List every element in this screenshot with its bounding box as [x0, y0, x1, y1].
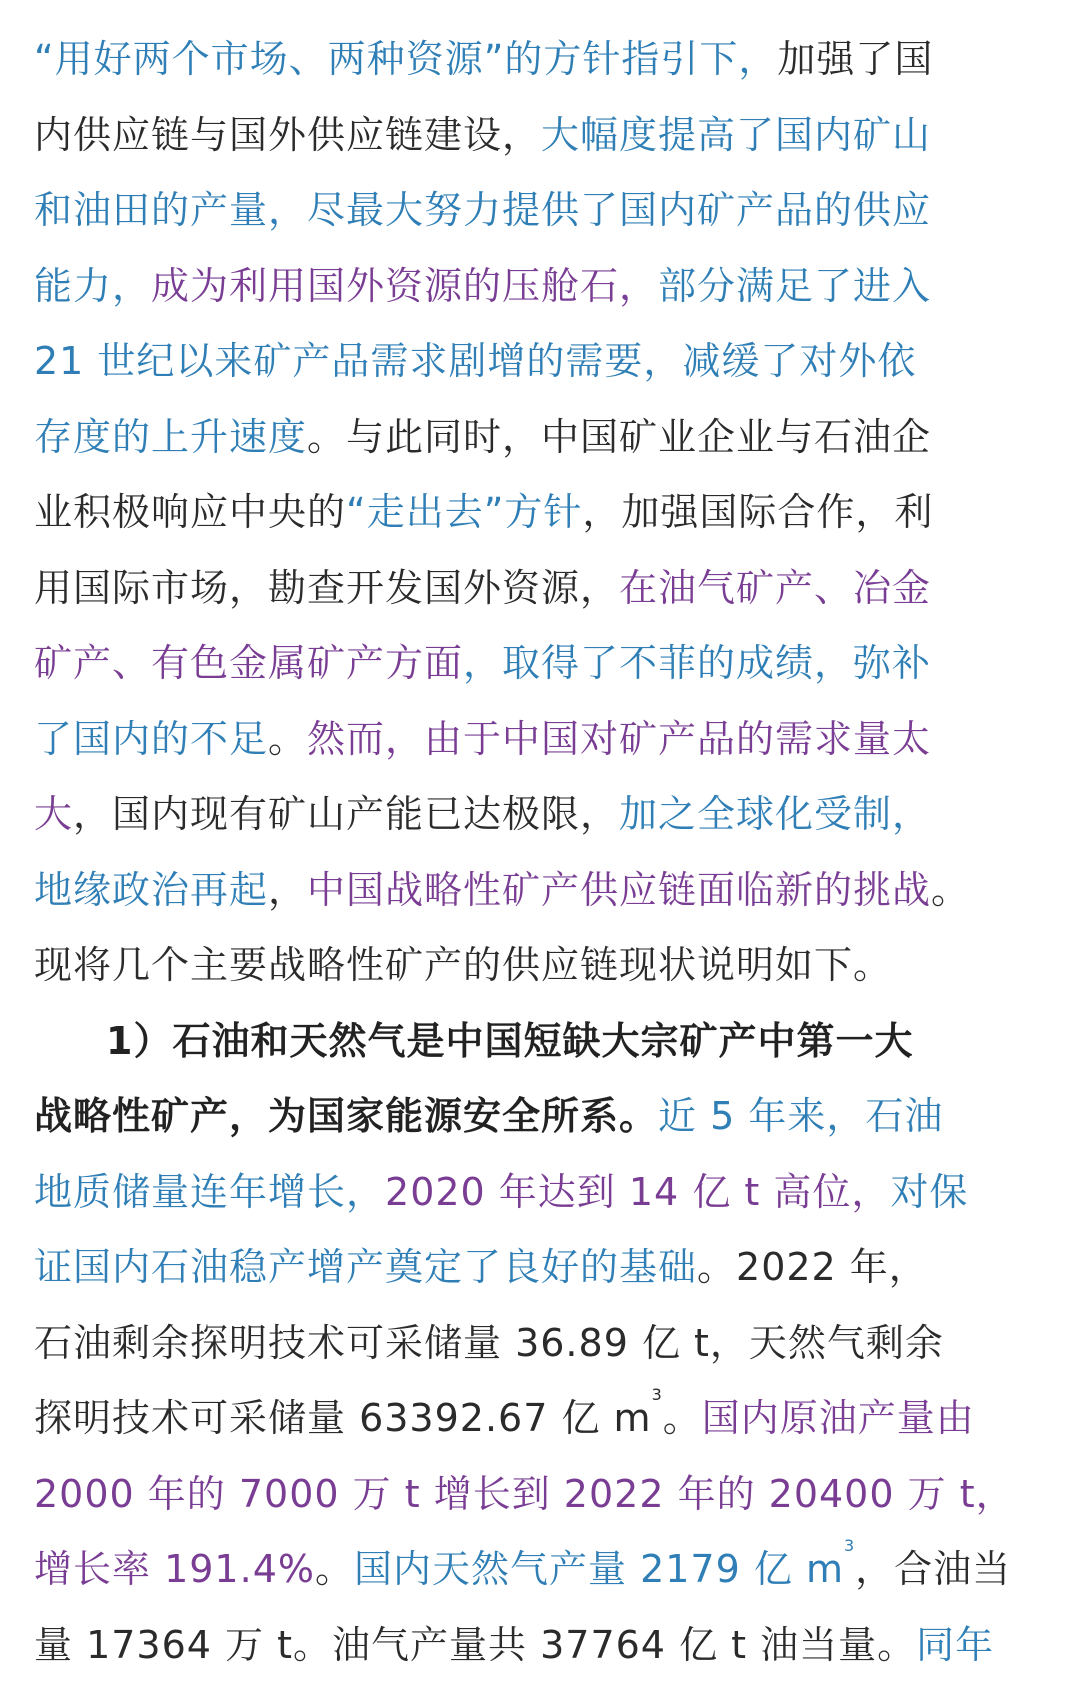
text-segment: 大幅度提高了国内矿山 [541, 113, 931, 157]
text-line [34, 626, 1046, 702]
text-segment: 21 世纪以来矿产品需求剧增的需要，减缓了对外依 [34, 339, 916, 383]
text-line [34, 853, 1046, 929]
text-segment: 现将几个主要战略性矿产的供应链现状说明如下。 [34, 943, 892, 987]
text-segment: ，加强国际合作，利 [582, 490, 933, 534]
text-line [34, 1155, 1046, 1231]
article-body [34, 22, 1046, 1683]
text-line [34, 551, 1046, 627]
text-segment: ，取得了不菲的成绩，弥补 [463, 641, 931, 685]
text-segment: 存度的上升速度 [34, 415, 307, 459]
text-segment: 和油田的产量，尽最大努力提供了国内矿产品的供应 [34, 188, 931, 232]
text-line [34, 1306, 1046, 1382]
text-line [34, 22, 1046, 98]
text-line [34, 777, 1046, 853]
text-segment: 探明技术可采储量 63392.67 亿 m [34, 1396, 652, 1440]
text-segment: 然而，由于中国对矿产品的需求量太 [307, 717, 931, 761]
text-line [34, 173, 1046, 249]
text-segment: 。与此同时，中国矿业企业与石油企 [307, 415, 931, 459]
text-line [34, 1608, 1046, 1683]
text-segment: 内供应链与国外供应链建设， [34, 113, 541, 157]
text-segment: ， [268, 868, 307, 912]
text-segment: 2020 年达到 14 亿 t 高位， [385, 1170, 890, 1214]
text-segment: 合油当 [894, 1547, 1011, 1591]
text-line [34, 475, 1046, 551]
text-segment: 地质储量连年增长， [34, 1170, 385, 1214]
text-segment: 量 17364 万 t。油气产量共 37764 亿 t 油当量。 [34, 1623, 916, 1667]
text-segment: 石油剩余探明技术可采储量 36.89 亿 t，天然气剩余 [34, 1321, 944, 1365]
text-segment: 同年 [916, 1623, 994, 1667]
text-line [34, 702, 1046, 778]
text-line [34, 400, 1046, 476]
text-line [34, 1230, 1046, 1306]
text-segment: 用国际市场，勘查开发国外资源， [34, 566, 619, 610]
text-segment: ，国内现有矿山产能已达极限， [73, 792, 619, 836]
superscript-exponent: 3 [652, 1385, 663, 1404]
text-segment: 。 [315, 1547, 354, 1591]
text-segment: 大 [34, 792, 73, 836]
text-segment: 。 [931, 868, 970, 912]
text-segment: 在油气矿产、冶金 [619, 566, 931, 610]
text-segment: 了国内的不足 [34, 717, 268, 761]
text-segment: ， [855, 1547, 894, 1591]
text-segment: 。 [268, 717, 307, 761]
text-segment: 部分满足了进入 [658, 264, 931, 308]
text-segment: 对保 [890, 1170, 968, 1214]
text-line [34, 1457, 1046, 1533]
text-segment: 2000 年的 7000 万 t 增长到 2022 年的 20400 万 t， [34, 1472, 1015, 1516]
text-segment: 矿产、有色金属矿产方面 [34, 641, 463, 685]
text-line [34, 1004, 1046, 1080]
text-segment: 战略性矿产，为国家能源安全所系。 [34, 1094, 658, 1138]
text-segment: 能力， [34, 264, 151, 308]
text-segment: 近 5 年来，石油 [658, 1094, 943, 1138]
text-line [34, 1079, 1046, 1155]
text-line [34, 1381, 1046, 1457]
text-segment: “用好两个市场、两种资源”的方针指引下， [34, 37, 777, 81]
text-segment: 业积极响应中央的 [34, 490, 346, 534]
text-segment: 地缘政治再起 [34, 868, 268, 912]
text-line [34, 98, 1046, 174]
text-segment: 国内原油产量由 [702, 1396, 975, 1440]
text-segment: 。2022 年， [697, 1245, 928, 1289]
text-segment: 证国内石油稳产增产奠定了良好的基础 [34, 1245, 697, 1289]
text-segment: 加之全球化受制， [619, 792, 931, 836]
text-segment: 中国战略性矿产供应链面临新的挑战 [307, 868, 931, 912]
superscript-exponent: 3 [844, 1536, 855, 1555]
text-line [34, 928, 1046, 1004]
text-line [34, 324, 1046, 400]
text-segment: 增长率 191.4% [34, 1547, 315, 1591]
text-segment: 国内天然气产量 2179 亿 m [354, 1547, 844, 1591]
text-line [34, 249, 1046, 325]
text-segment: 。 [663, 1396, 702, 1440]
text-segment: “走出去”方针 [346, 490, 582, 534]
text-line [34, 1532, 1046, 1608]
text-segment: 1）石油和天然气是中国短缺大宗矿产中第一大 [106, 1019, 913, 1063]
text-segment: 加强了国 [777, 37, 933, 81]
text-segment: 成为利用国外资源的压舱石， [151, 264, 658, 308]
